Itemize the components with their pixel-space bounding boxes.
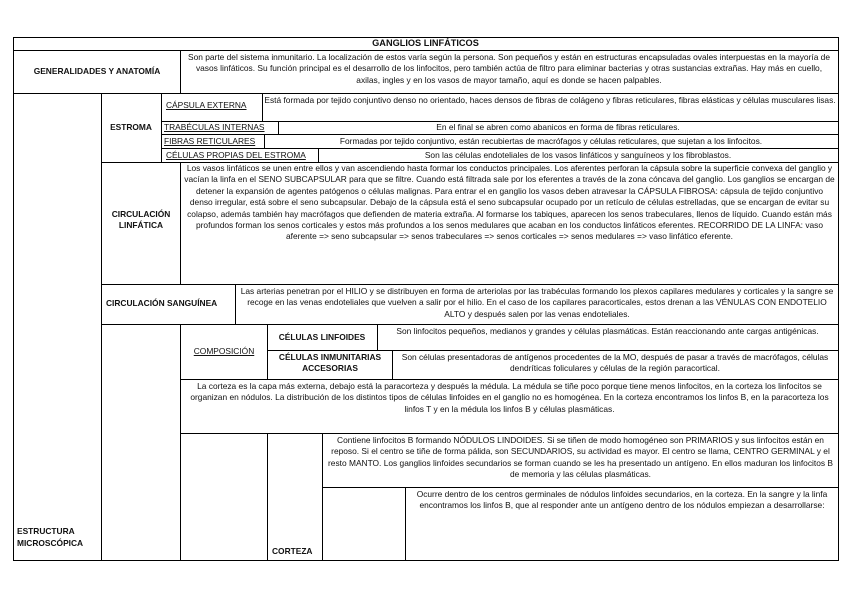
celulas-accesorias-name: CÉLULAS INMUNITARIAS ACCESORIAS — [278, 352, 382, 374]
estroma-celulas-text: Son las células endoteliales de los vasos linfáticos y sanguíneos y los fibroblastos. — [424, 150, 732, 160]
celulas-linfoides-text: Son linfocitos pequeños, medianos y grandes y células plasmáticas. Están reaccionando ante cargas antigénicas. — [396, 326, 819, 336]
circulacion-linfatica-label: CIRCULACIÓN LINFÁTICA — [111, 209, 171, 231]
estroma-trabeculas-text: En el final se abren como abanicos en forma de fibras reticulares. — [436, 122, 680, 132]
page-title: GANGLIOS LINFÁTICOS — [372, 38, 479, 48]
generalidades-text: Son parte del sistema inmunitario. La localización de estos varía según la persona. Son pequeños y están en estructuras encapsuladas ovales interpuestas en la mayoría de vasos linfáticos. Su función principal es el desarrollo de los linfocitos, pero también actúa de filtro para eliminar bacterias y otras sustancias extrañas. Hay más en cuello, axilas, ingles y en los vasos de mayor tamaño, aquí es donde se hacen palpables. — [187, 52, 830, 85]
composicion-label: COMPOSICIÓN — [193, 346, 255, 356]
estroma-celulas-name: CÉLULAS PROPIAS DEL ESTROMA — [166, 150, 306, 160]
estroma-label: ESTROMA — [110, 122, 152, 132]
estroma-capsula-text: Está formada por tejido conjuntivo denso no orientado, haces densos de fibras de colágeno y fibras reticulares, fibras elásticas y células musculares lisas. — [264, 95, 836, 105]
estructura-label: ESTRUCTURA MICROSCÓPICA — [17, 526, 84, 548]
organizacion-text: La corteza es la capa más externa, debajo está la paracorteza y después la médula. La médula se tiñe poco porque tiene menos linfocitos, en la corteza los linfocitos se organizan en nódulos. La distribución de los distintos tipos de células linfoides en el ganglio no es homogénea. En la corteza encontramos los linfos B, en la paracorteza los linfos T y en la médula los linfos B y células plasmáticas. — [190, 381, 829, 414]
estroma-fibras-name: FIBRAS RETICULARES — [164, 136, 256, 146]
corteza-centros-text: Ocurre dentro de los centros germinales de nódulos linfoides secundarios, en la corteza. En la sangre y la linfa encontramos los linfos B, que al responder ante un antígeno dentro de los nódulos empiezan a desarrollarse: — [416, 489, 828, 511]
estroma-capsula-name: CÁPSULA EXTERNA — [166, 100, 247, 110]
celulas-accesorias-text: Son células presentadoras de antígenos procedentes de la MO, después de pasar a través de macrófagos, células dendríticas foliculares y células de la región paracortical. — [401, 352, 829, 374]
celulas-linfoides-name: CÉLULAS LINFOIDES — [278, 332, 366, 342]
estroma-fibras-text: Formadas por tejido conjuntivo, están recubiertas de macrófagos y células reticulares, que sujetan a los linfocitos. — [339, 136, 763, 146]
corteza-label: CORTEZA — [272, 546, 313, 556]
circulacion-linfatica-text: Los vasos linfáticos se unen entre ellos y van ascendiendo hasta formar los conductos principales. Los aferentes perforan la cápsula sobre la superficie convexa del ganglio y vacían la linfa en el SENO SUBCAPSULAR para que se filtre. Cuando está filtrada sale por los eferentes a través de la zona cóncava del ganglio. Los ganglios se encargan de detener la expansión de agentes patógenos o células malignas. Para entrar el en ganglio los vasos deben atravesar la CÁPSULA FIBROSA: cápsula de tejido conjuntivo denso irregular, está sobre el seno subcapsular. Debajo de la cápsula está el seno subcapsular ocupado por un retículo de células estrelladas, que se encargan de evitar su colapso, además también hay macrófagos que defienden de materia extraña. Al formarse los tabiques, aparecen los senos trabeculares, llenos de líquido. Cuando están más profundos forman los senos corticales y estos más profundos a los senos medulares que acaban en los conductos linfáticos eferentes. RECORRIDO DE LA LINFA: vaso aferente => seno subcapsular => senos trabeculares => senos corticales => senos medulares => vaso linfático eferente. — [184, 163, 835, 242]
circulacion-sanguinea-text: Las arterias penetran por el HILIO y se distribuyen en forma de arteriolas por las trabéculas formando los plexos capilares medulares y corticales y la sangre se recoge en las venas endoteliales que vuelven a salir por el hilio. En el caso de los capilares paracorticales, estos drenan a las VÉNULAS CON ENDOTELIO ALTO y después salen por las venas endoteliales. — [240, 286, 834, 319]
estroma-trabeculas-name: TRABÉCULAS INTERNAS — [164, 122, 265, 132]
corteza-nodulos-text: Contiene linfocitos B formando NÓDULOS LINDOIDES. Si se tiñen de modo homogéneo son PRIMARIOS y sus linfocitos están en reposo. Si el centro se tiñe de forma pálida, son SECUNDARIOS, su actividad es mayor. El centro se llama, CENTRO GERMINAL y el resto MANTO. Los ganglios linfoides secundarios se forman cuando se les ha presentado un antígeno. En ellos maduran los linfocitos B de memoria y las células plasmáticas. — [328, 435, 833, 480]
generalidades-label: GENERALIDADES Y ANATOMÍA — [33, 66, 161, 76]
circulacion-sanguinea-label: CIRCULACIÓN SANGUÍNEA — [106, 298, 218, 308]
